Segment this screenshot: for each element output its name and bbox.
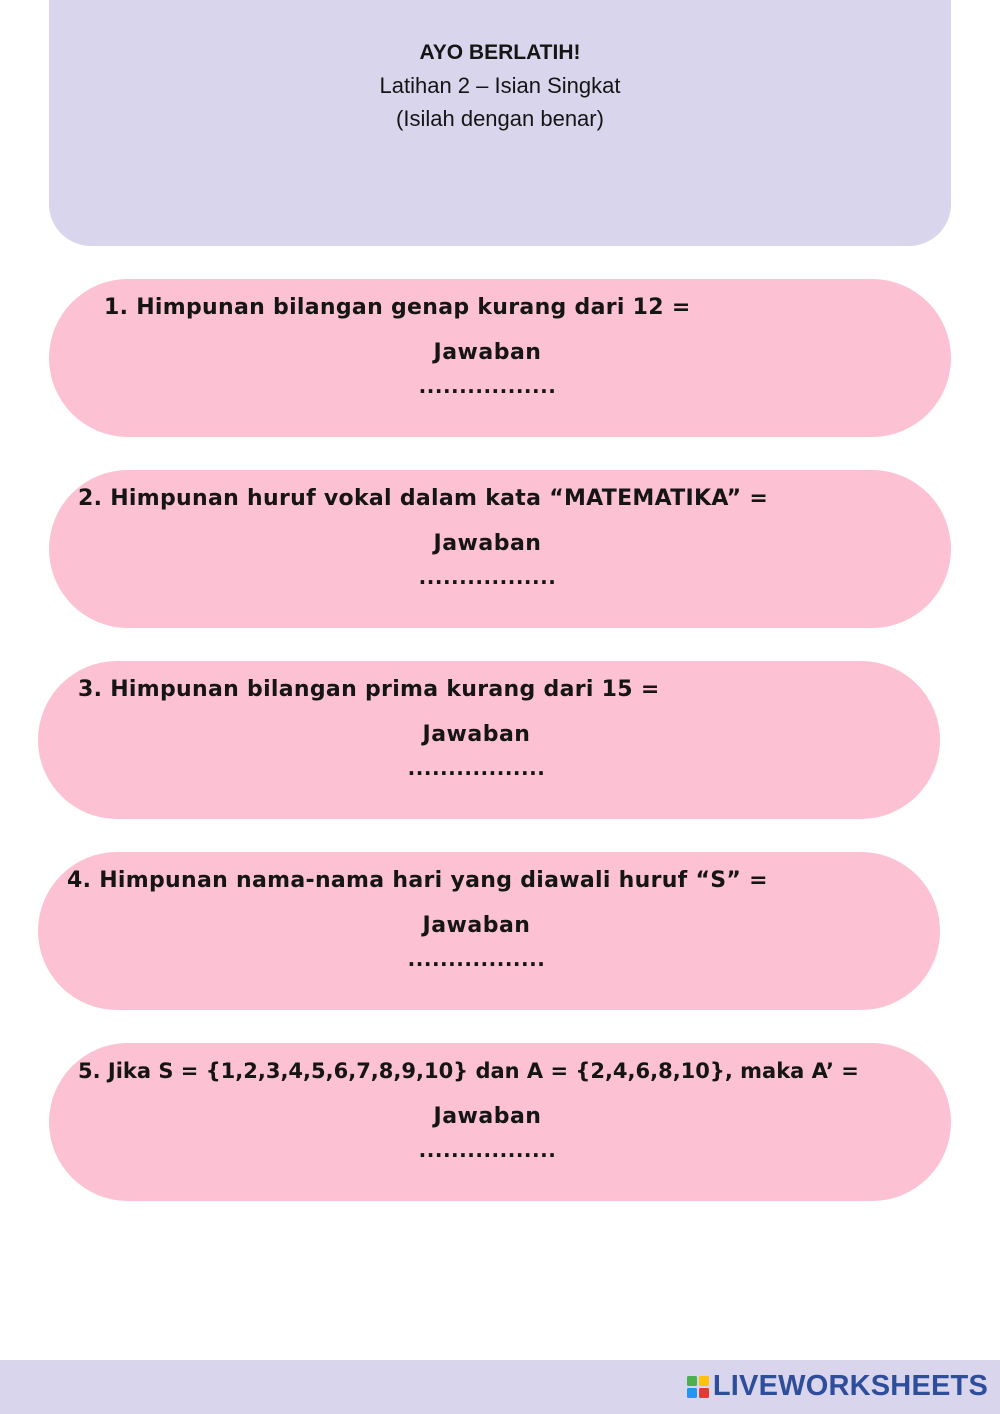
question-card-5 [49, 1043, 951, 1201]
answer-label-2: Jawaban [433, 531, 542, 556]
brand-name: LIVEWORKSHEETS [712, 1370, 988, 1402]
worksheet-title: AYO BERLATIH! [419, 41, 581, 64]
question-text-4: 4. Himpunan nama-nama hari yang diawali huruf “S” = [67, 868, 768, 893]
worksheet-header [49, 0, 951, 246]
answer-field-4[interactable]: ................. [407, 947, 546, 971]
question-text-3: 3. Himpunan bilangan prima kurang dari 15 = [78, 677, 660, 702]
answer-label-4: Jawaban [422, 913, 531, 938]
question-card-2 [49, 470, 951, 628]
question-card-4 [38, 852, 940, 1010]
question-text-5: 5. Jika S = {1,2,3,4,5,6,7,8,9,10} dan A = {2,4,6,8,10}, maka A’ = [78, 1059, 859, 1083]
answer-field-2[interactable]: ................. [418, 565, 557, 589]
question-text-2: 2. Himpunan huruf vokal dalam kata “MATEMATIKA” = [78, 486, 769, 511]
answer-field-3[interactable]: ................. [407, 756, 546, 780]
worksheet-subtitle: Latihan 2 – Isian Singkat [379, 73, 621, 98]
question-card-1 [49, 279, 951, 437]
question-card-3 [38, 661, 940, 819]
liveworksheets-brand[interactable] [687, 1370, 988, 1403]
liveworksheets-logo-icon [687, 1376, 709, 1398]
answer-field-5[interactable]: ................. [418, 1138, 557, 1162]
answer-label-1: Jawaban [433, 340, 542, 365]
question-text-1: 1. Himpunan bilangan genap kurang dari 12 = [104, 295, 691, 320]
answer-field-1[interactable]: ................. [418, 374, 557, 398]
footer-bar [0, 1360, 1000, 1414]
worksheet-instruction: (Isilah dengan benar) [396, 106, 604, 131]
answer-label-3: Jawaban [422, 722, 531, 747]
answer-label-5: Jawaban [433, 1104, 542, 1129]
